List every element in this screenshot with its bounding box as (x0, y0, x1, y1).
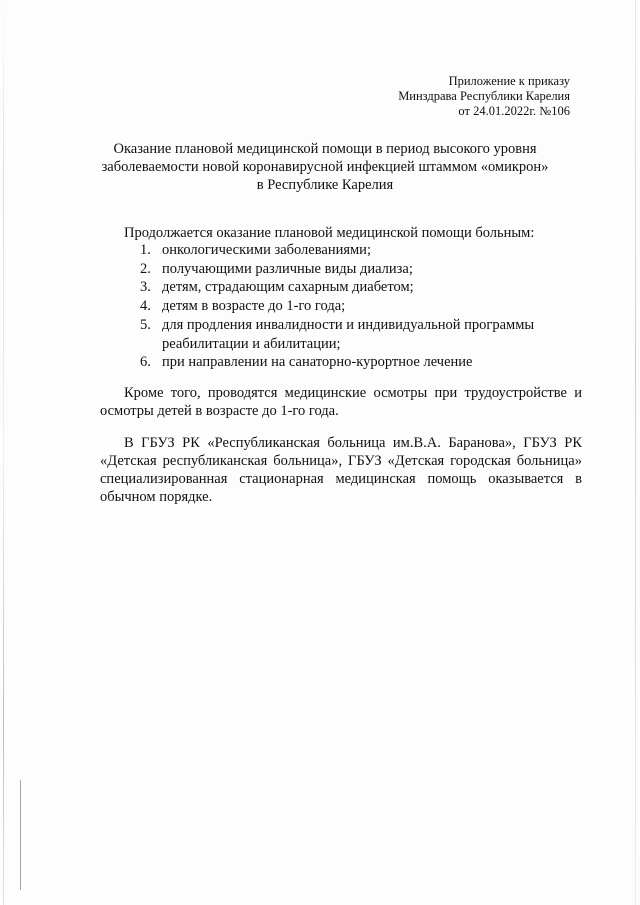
list-item-text: детям в возрасте до 1-го года; (162, 298, 346, 315)
list-item-number: 5. (140, 316, 151, 333)
list-item-text: получающими различные виды диализа; (162, 260, 413, 277)
document-title (90, 140, 560, 194)
list-item-number: 6. (140, 354, 151, 371)
document-title-line-3: в Республике Карелия (256, 177, 394, 193)
list-item (140, 241, 534, 260)
order-reference-line-2: Минздрава Республики Карелия (398, 89, 570, 103)
list-item (140, 353, 534, 372)
scan-edge-left (3, 0, 4, 905)
paragraph-hospitals: В ГБУЗ РК «Республиканская больница им.В.А. Баранова», ГБУЗ РК «Детская республиканская больница», ГБУЗ «Детская городская больница» специализированная стационарная медицинская помощь оказывается в обычном порядке. (100, 435, 582, 505)
list-item-number: 3. (140, 279, 151, 296)
list-item (140, 316, 534, 335)
list-item-text: для продления инвалидности и индивидуальной программы (162, 316, 535, 333)
scan-edge-right (635, 0, 636, 905)
list-item-text: при направлении на санаторно-курортное лечение (162, 354, 473, 371)
order-reference-line-1: Приложение к приказу (448, 74, 570, 88)
list-item-number: 4. (140, 298, 151, 315)
list-item (140, 278, 534, 297)
list-item (140, 260, 534, 279)
list-item-text: реабилитации и абилитации; (162, 335, 341, 352)
order-reference (398, 74, 570, 119)
document-title-line-1: Оказание плановой медицинской помощи в период высокого уровня (113, 141, 537, 157)
paragraph-medical-exams: Кроме того, проводятся медицинские осмотры при трудоустройстве и осмотры детей в возрасте до 1-го года. (100, 385, 582, 419)
list-item-text: детям, страдающим сахарным диабетом; (162, 279, 414, 296)
intro-text: Продолжается оказание плановой медицинской помощи больным: (124, 225, 535, 241)
list-item-number: 2. (140, 260, 151, 277)
list-item-text: онкологическими заболеваниями; (162, 242, 371, 258)
document-title-line-2: заболеваемости новой коронавирусной инфекцией штаммом «омикрон» (101, 159, 549, 175)
patient-categories-list (140, 241, 534, 372)
list-item (140, 297, 534, 316)
order-reference-line-3: от 24.01.2022г. №106 (458, 104, 570, 118)
list-item-number: 1. (140, 242, 151, 258)
list-item-continuation (140, 335, 534, 354)
scan-edge-mark (20, 780, 21, 890)
